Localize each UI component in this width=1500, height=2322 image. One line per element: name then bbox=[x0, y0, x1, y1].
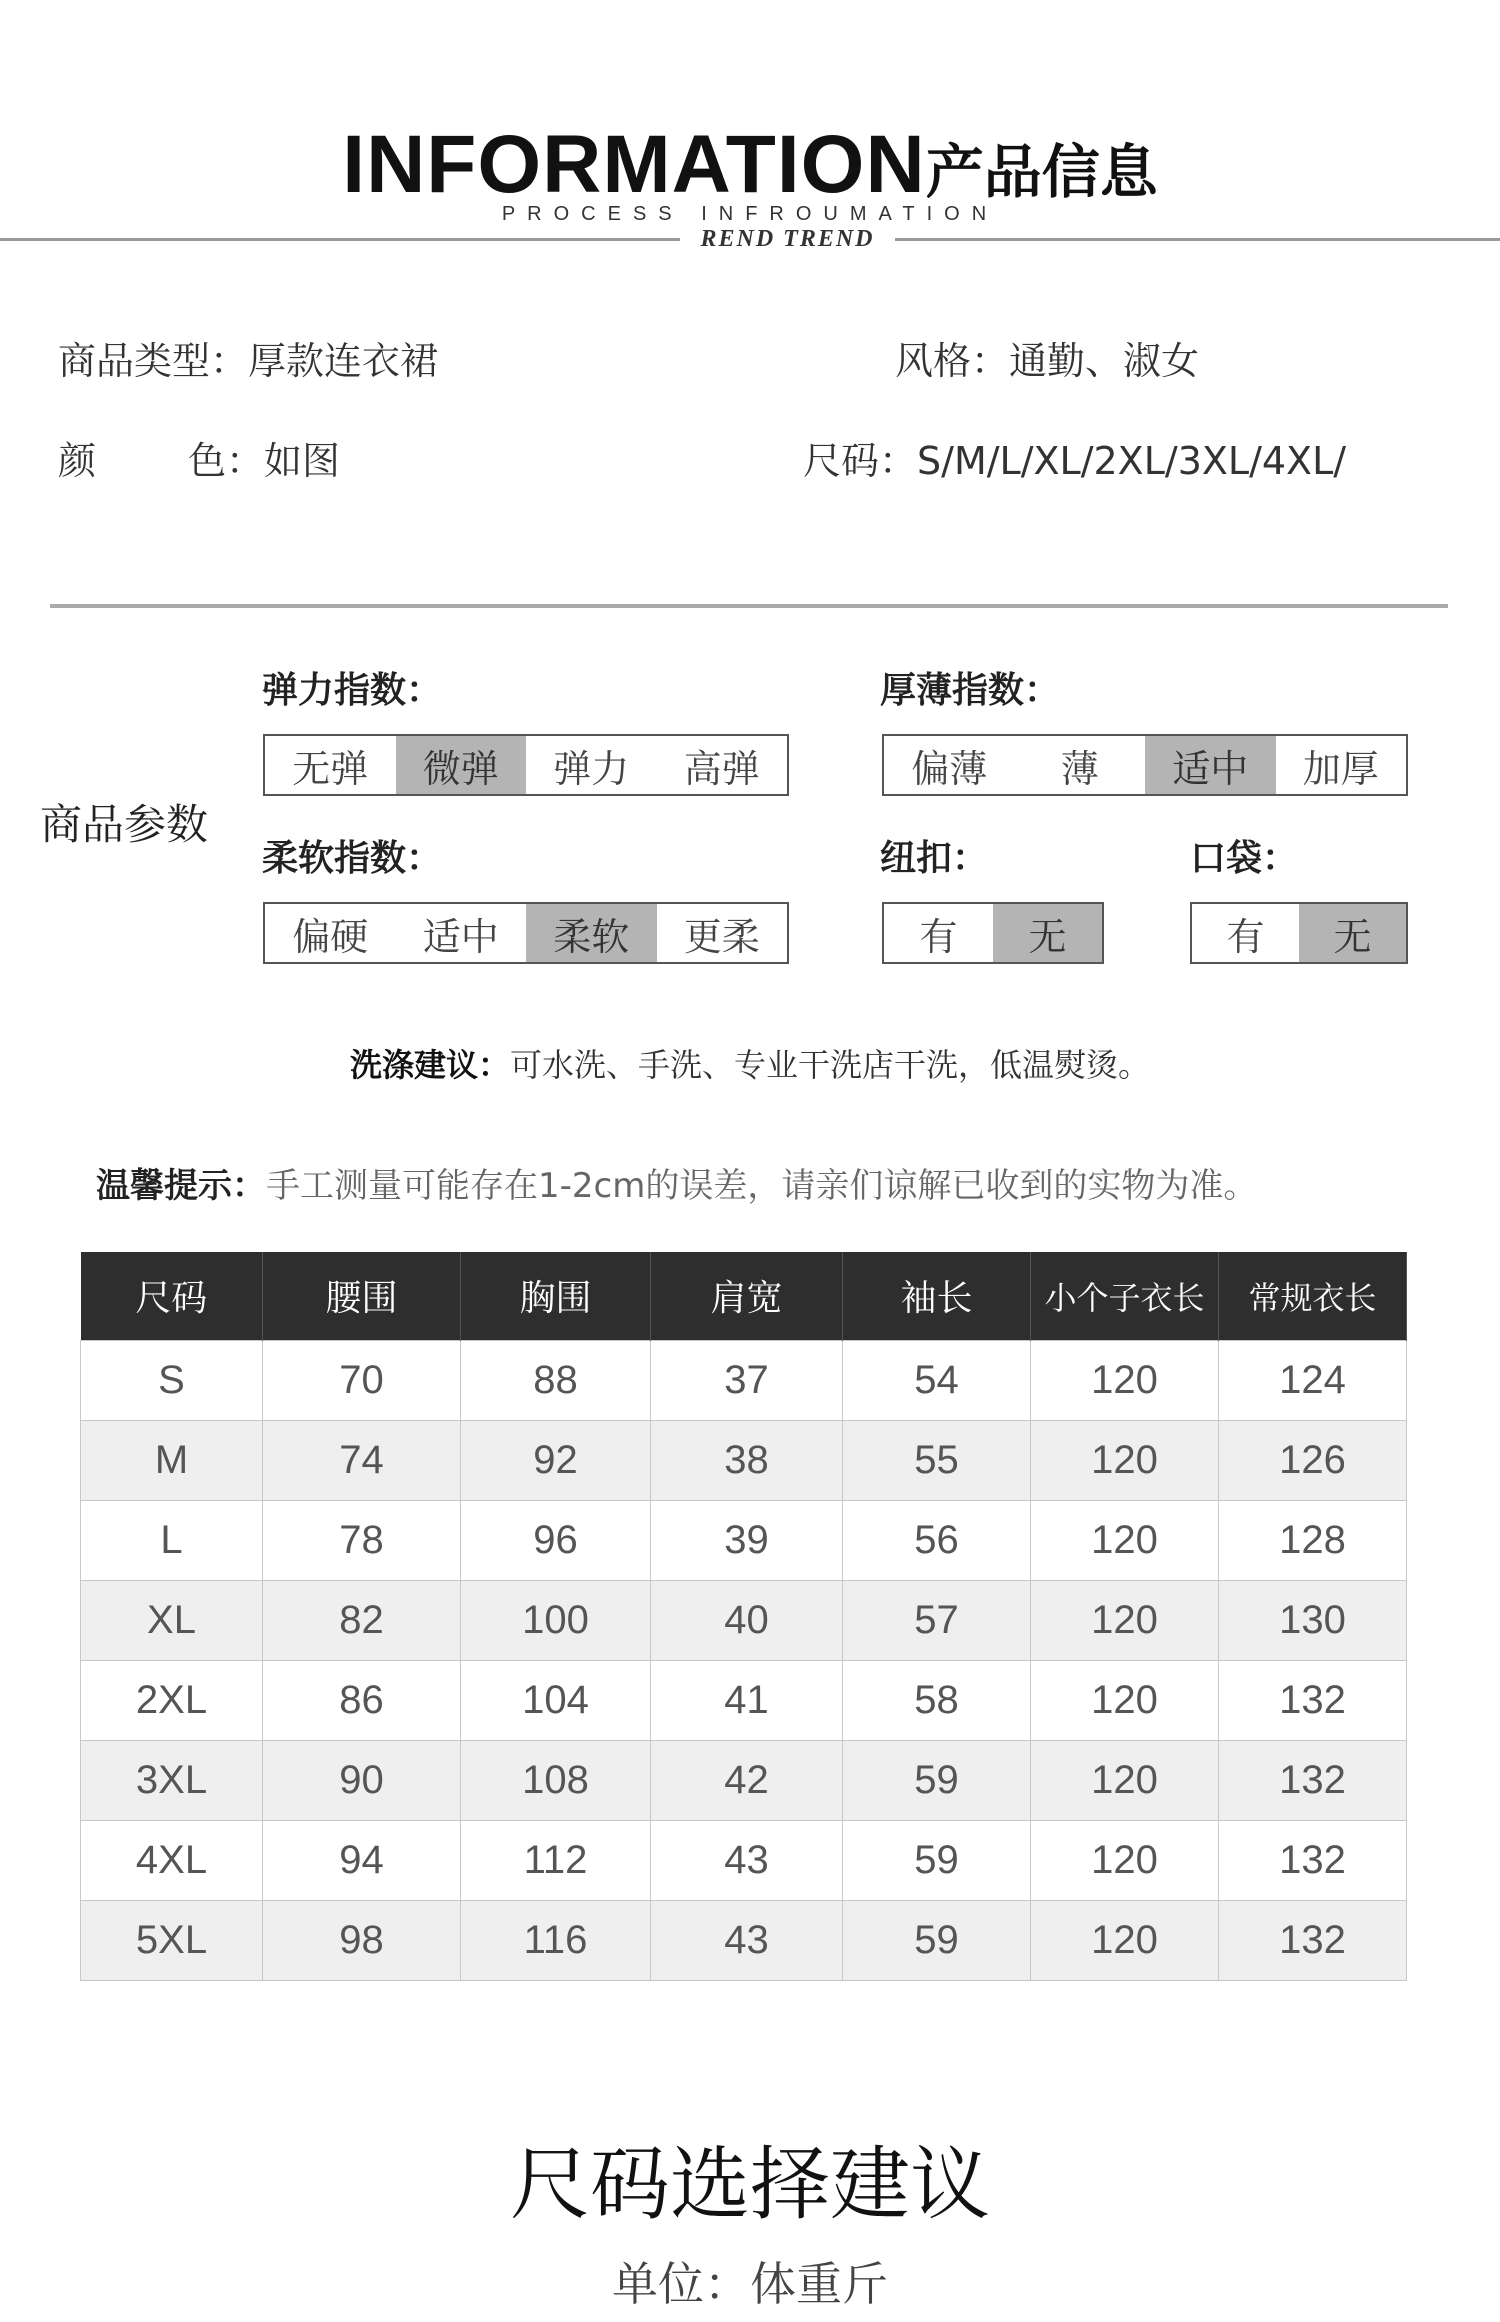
measurement-cell: 126 bbox=[1219, 1420, 1407, 1500]
measurement-cell: 120 bbox=[1031, 1900, 1219, 1980]
table-row bbox=[81, 1580, 1407, 1660]
table-row bbox=[81, 1420, 1407, 1500]
measurement-cell: 58 bbox=[843, 1660, 1031, 1740]
product-type bbox=[58, 330, 438, 385]
wash-text: 可水洗、手洗、专业干洗店干洗，低温熨烫。 bbox=[510, 1046, 1151, 1084]
elasticity-option-selected: 微弹 bbox=[396, 736, 527, 794]
product-type-label: 商品类型： bbox=[58, 339, 249, 383]
pockets-scale bbox=[1190, 902, 1408, 964]
measure-tip bbox=[96, 1158, 1257, 1207]
table-row bbox=[81, 1740, 1407, 1820]
buttons-option: 有 bbox=[919, 914, 958, 959]
measurement-cell: 74 bbox=[263, 1420, 461, 1500]
size-cell: 5XL bbox=[81, 1900, 263, 1980]
measurement-cell: 59 bbox=[843, 1740, 1031, 1820]
table-row bbox=[81, 1820, 1407, 1900]
measurement-cell: 128 bbox=[1219, 1500, 1407, 1580]
measurement-cell: 94 bbox=[263, 1820, 461, 1900]
unit-label: 单位：体重斤 bbox=[612, 2257, 888, 2311]
size-cell: 2XL bbox=[81, 1660, 263, 1740]
size-cell: L bbox=[81, 1500, 263, 1580]
product-sizes-value: S/M/L/XL/2XL/3XL/4XL/ bbox=[917, 439, 1347, 483]
measurement-cell: 70 bbox=[263, 1340, 461, 1420]
column-header: 肩宽 bbox=[651, 1252, 843, 1340]
product-type-value: 厚款连衣裙 bbox=[248, 339, 439, 383]
tip-text: 手工测量可能存在1-2cm的误差，请亲们谅解已收到的实物为准。 bbox=[266, 1166, 1258, 1206]
softness-title: 柔软指数： bbox=[262, 838, 443, 879]
measurement-cell: 132 bbox=[1219, 1820, 1407, 1900]
product-style-value: 通勤、淑女 bbox=[1009, 339, 1200, 383]
subtitle: PROCESS INFROUMATION bbox=[501, 203, 999, 225]
product-style bbox=[895, 330, 1199, 385]
measurement-cell: 56 bbox=[843, 1500, 1031, 1580]
measurement-cell: 39 bbox=[651, 1500, 843, 1580]
measurement-cell: 59 bbox=[843, 1820, 1031, 1900]
measurement-cell: 96 bbox=[461, 1500, 651, 1580]
measurement-cell: 54 bbox=[843, 1340, 1031, 1420]
measurement-cell: 120 bbox=[1031, 1740, 1219, 1820]
measurement-cell: 55 bbox=[843, 1420, 1031, 1500]
column-header: 尺码 bbox=[81, 1252, 263, 1340]
pockets-option-selected: 无 bbox=[1299, 904, 1406, 962]
product-color bbox=[58, 430, 340, 485]
thickness-option: 薄 bbox=[1060, 746, 1099, 791]
softness-option: 更柔 bbox=[683, 914, 760, 959]
measurement-cell: 108 bbox=[461, 1740, 651, 1820]
tip-label: 温馨提示： bbox=[96, 1166, 266, 1206]
table-row bbox=[81, 1340, 1407, 1420]
params-section-label: 商品参数 bbox=[40, 800, 209, 849]
thickness-option: 偏薄 bbox=[911, 746, 988, 791]
product-sizes-label: 尺码： bbox=[803, 439, 918, 483]
thickness-title: 厚薄指数： bbox=[880, 670, 1061, 711]
softness-scale bbox=[263, 902, 789, 964]
size-table bbox=[80, 1252, 1407, 1981]
measurement-cell: 90 bbox=[263, 1740, 461, 1820]
title-chinese: 产品信息 bbox=[925, 138, 1158, 206]
table-header-row bbox=[81, 1252, 1407, 1340]
elasticity-option: 弹力 bbox=[553, 746, 630, 791]
section-divider bbox=[50, 604, 1448, 608]
buttons-scale bbox=[882, 902, 1104, 964]
measurement-cell: 98 bbox=[263, 1900, 461, 1980]
product-color-label-a: 颜 bbox=[58, 439, 97, 483]
column-header: 腰围 bbox=[263, 1252, 461, 1340]
measurement-cell: 132 bbox=[1219, 1900, 1407, 1980]
elasticity-title: 弹力指数： bbox=[262, 670, 443, 711]
measurement-cell: 43 bbox=[651, 1820, 843, 1900]
column-header: 胸围 bbox=[461, 1252, 651, 1340]
softness-option: 偏硬 bbox=[292, 914, 369, 959]
size-cell: XL bbox=[81, 1580, 263, 1660]
measurement-cell: 37 bbox=[651, 1340, 843, 1420]
measurement-cell: 57 bbox=[843, 1580, 1031, 1660]
thickness-scale bbox=[882, 734, 1408, 796]
measurement-cell: 82 bbox=[263, 1580, 461, 1660]
product-color-value: 如图 bbox=[264, 439, 341, 483]
pockets-option: 有 bbox=[1226, 914, 1265, 959]
measurement-cell: 59 bbox=[843, 1900, 1031, 1980]
page-title bbox=[0, 118, 1500, 212]
table-row bbox=[81, 1900, 1407, 1980]
pockets-title: 口袋： bbox=[1190, 838, 1299, 879]
product-color-label-b: 色： bbox=[188, 439, 265, 483]
size-cell: M bbox=[81, 1420, 263, 1500]
softness-option: 适中 bbox=[422, 914, 499, 959]
measurement-cell: 41 bbox=[651, 1660, 843, 1740]
table-row bbox=[81, 1500, 1407, 1580]
measurement-cell: 132 bbox=[1219, 1740, 1407, 1820]
table-body bbox=[81, 1340, 1407, 1980]
table-row bbox=[81, 1660, 1407, 1740]
measurement-cell: 116 bbox=[461, 1900, 651, 1980]
size-suggestion-title: 尺码选择建议 bbox=[510, 2138, 990, 2231]
column-header: 常规衣长 bbox=[1219, 1252, 1407, 1340]
size-cell: 4XL bbox=[81, 1820, 263, 1900]
measurement-cell: 88 bbox=[461, 1340, 651, 1420]
measurement-cell: 120 bbox=[1031, 1580, 1219, 1660]
elasticity-scale bbox=[263, 734, 789, 796]
header-divider-left bbox=[0, 238, 680, 241]
elasticity-option: 高弹 bbox=[683, 746, 760, 791]
tagline: REND TREND bbox=[700, 226, 875, 252]
column-header: 袖长 bbox=[843, 1252, 1031, 1340]
wash-advice bbox=[0, 1040, 1500, 1086]
elasticity-option: 无弹 bbox=[292, 746, 369, 791]
header-divider-right bbox=[895, 238, 1500, 241]
measurement-cell: 86 bbox=[263, 1660, 461, 1740]
measurement-cell: 92 bbox=[461, 1420, 651, 1500]
buttons-option-selected: 无 bbox=[993, 904, 1102, 962]
softness-option-selected: 柔软 bbox=[526, 904, 657, 962]
product-style-label: 风格： bbox=[895, 339, 1010, 383]
thickness-option: 加厚 bbox=[1302, 746, 1379, 791]
measurement-cell: 130 bbox=[1219, 1580, 1407, 1660]
measurement-cell: 132 bbox=[1219, 1660, 1407, 1740]
product-sizes bbox=[803, 430, 1346, 485]
measurement-cell: 104 bbox=[461, 1660, 651, 1740]
size-cell: S bbox=[81, 1340, 263, 1420]
measurement-cell: 120 bbox=[1031, 1340, 1219, 1420]
measurement-cell: 112 bbox=[461, 1820, 651, 1900]
measurement-cell: 120 bbox=[1031, 1820, 1219, 1900]
measurement-cell: 78 bbox=[263, 1500, 461, 1580]
column-header: 小个子衣长 bbox=[1031, 1252, 1219, 1340]
thickness-option-selected: 适中 bbox=[1145, 736, 1276, 794]
measurement-cell: 124 bbox=[1219, 1340, 1407, 1420]
measurement-cell: 120 bbox=[1031, 1660, 1219, 1740]
measurement-cell: 120 bbox=[1031, 1500, 1219, 1580]
measurement-cell: 120 bbox=[1031, 1420, 1219, 1500]
measurement-cell: 43 bbox=[651, 1900, 843, 1980]
measurement-cell: 42 bbox=[651, 1740, 843, 1820]
measurement-cell: 100 bbox=[461, 1580, 651, 1660]
measurement-cell: 38 bbox=[651, 1420, 843, 1500]
wash-label: 洗涤建议： bbox=[349, 1046, 510, 1084]
size-cell: 3XL bbox=[81, 1740, 263, 1820]
measurement-cell: 40 bbox=[651, 1580, 843, 1660]
title-english: INFORMATION bbox=[342, 119, 926, 210]
buttons-title: 纽扣： bbox=[880, 838, 989, 879]
